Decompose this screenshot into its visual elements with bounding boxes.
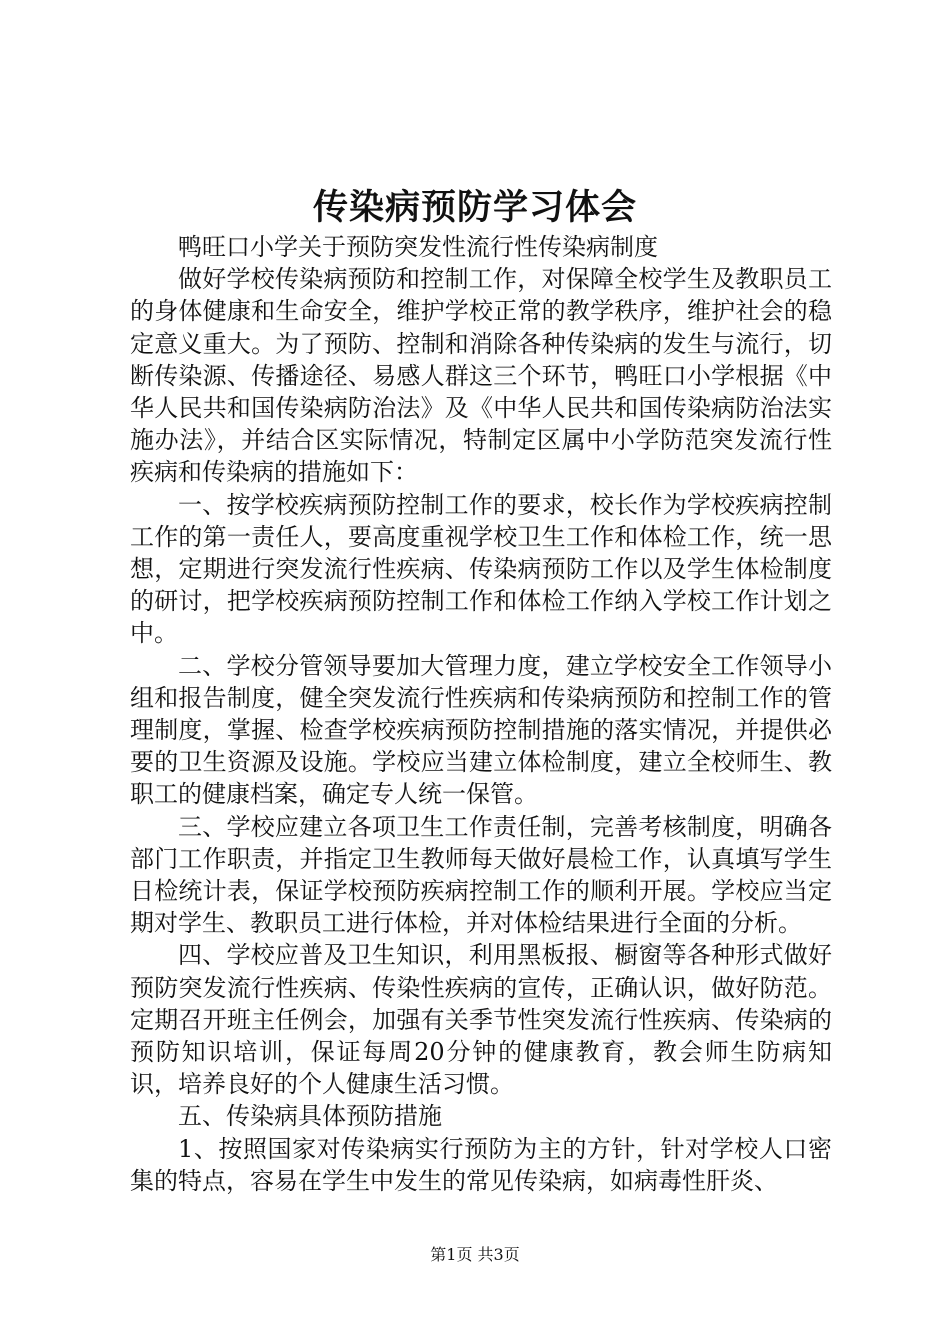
document-title: 传染病预防学习体会 (312, 187, 637, 228)
document-subtitle: 鸭旺口小学关于预防突发性流行性传染病制度 (178, 233, 658, 261)
paragraph-item-3: 三、学校应建立各项卫生工作责任制，完善考核制度，明确各部门工作职责，并指定卫生教师每天做好晨检工作，认真填写学生日检统计表，保证学校预防疾病控制工作的顺利开展。学校应当定期对学生、教职员工进行体检，并对体检结果进行全面的分析。 (130, 812, 832, 938)
paragraph-item-1: 一、按学校疾病预防控制工作的要求，校长作为学校疾病控制工作的第一责任人，要高度重视学校卫生工作和体检工作，统一思想，定期进行突发流行性疾病、传染病预防工作以及学生体检制度的研讨，把学校疾病预防控制工作和体检工作纳入学校工作计划之中。 (130, 490, 832, 648)
paragraph-item-2: 二、学校分管领导要加大管理力度，建立学校安全工作领导小组和报告制度，健全突发流行性疾病和传染病预防和控制工作的管理制度，掌握、检查学校疾病预防控制措施的落实情况，并提供必要的卫生资源及设施。学校应当建立体检制度，建立全校师生、教职工的健康档案，确定专人统一保管。 (130, 651, 832, 809)
paragraph-measure-1: 1、按照国家对传染病实行预防为主的方针，针对学校人口密集的特点，容易在学生中发生的常见传染病，如病毒性肝炎、 (130, 1134, 832, 1195)
paragraph-intro: 做好学校传染病预防和控制工作，对保障全校学生及教职员工的身体健康和生命安全，维护学校正常的教学秩序，维护社会的稳定意义重大。为了预防、控制和消除各种传染病的发生与流行，切断传染源、传播途径、易感人群这三个环节，鸭旺口小学根据《中华人民共和国传染病防治法》及《中华人民共和国传染病防治法实施办法》，并结合区实际情况，特制定区属中小学防范突发流行性疾病和传染病的措施如下： (130, 265, 832, 487)
page-footer: 第1页 共3页 (430, 1245, 520, 1264)
document-body (130, 231, 832, 1197)
section-heading-5: 五、传染病具体预防措施 (178, 1102, 442, 1131)
paragraph-item-4: 四、学校应普及卫生知识，利用黑板报、橱窗等各种形式做好预防突发流行性疾病、传染性疾病的宣传，正确认识，做好防范。定期召开班主任例会，加强有关季节性突发流行性疾病、传染病的预防知识培训，保证每周20分钟的健康教育，教会师生防病知识，培养良好的个人健康生活习惯。 (130, 941, 832, 1099)
